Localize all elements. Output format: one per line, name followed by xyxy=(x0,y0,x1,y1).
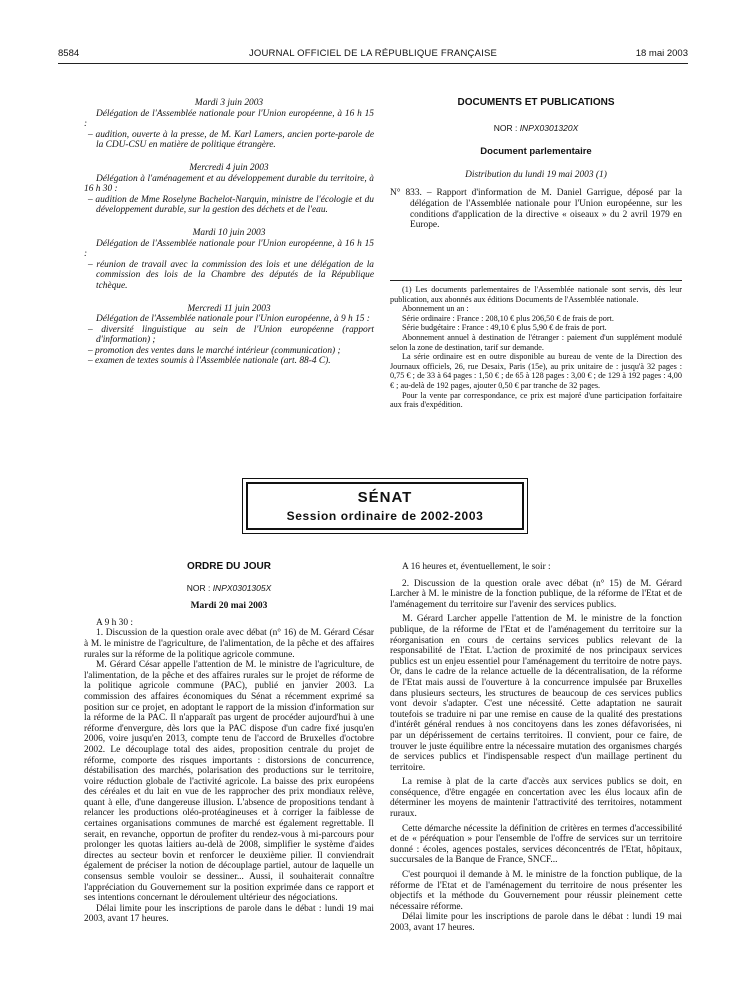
vente-text: La série ordinaire est en outre disponible au bureau de vente de la Direction des Journaux officiels, 26, rue Desaix, Paris (15e), au prix unitaire de : jusqu'à 32 pages : 0,75 € ; de 33 à 64 pages : 1,50 € ; de 65 à 128 pages : 3,00 € ; de 129 à 192 pages : 4,00 € ; au-delà de 192 pages, ajouter 0,50 € par tranche de 32 pages. xyxy=(390,352,682,390)
documents-title: DOCUMENTS ET PUBLICATIONS xyxy=(457,97,615,108)
senat-session: Session ordinaire de 2002-2003 xyxy=(286,509,484,523)
documents-column xyxy=(390,98,682,231)
senat-title: SÉNAT xyxy=(357,489,413,506)
ordre-left-column xyxy=(84,562,374,925)
ordre-time-2: A 16 heures et, éventuellement, le soir : xyxy=(402,562,551,572)
agenda-item: – réunion de travail avec la commission des lois et une délégation de la commission des lois de la Chambre des députés de la République tchèque. xyxy=(88,259,374,291)
ordre-paragraph-5: C'est pourquoi il demande à M. le ministre de la fonction publique, de la réforme de l'Etat et de l'aménagement du territoire de nous présenter les objectifs et la méthode du Gouvernement pour réussir pleinement cette nécessaire réforme. xyxy=(390,870,682,912)
ordre-nor-line xyxy=(84,583,374,594)
documents-subtitle: Document parlementaire xyxy=(480,146,592,158)
ordre-nor-value: INPX0301305X xyxy=(212,582,272,593)
issue-date: 18 mai 2003 xyxy=(635,48,688,59)
agenda-item: – diversité linguistique au sein de l'Union européenne (rapport d'information) ; xyxy=(88,324,374,346)
footnote-rule xyxy=(390,280,682,281)
ordre-paragraph-3: La remise à plat de la carte d'accès aux services publics se doit, en conséquence, d'être engagée en concertation avec les élus locaux afin de déterminer les moyens de maintenir l'attractivité des territoires, notamment ruraux. xyxy=(390,777,682,820)
ordre-paragraph-4: Cette démarche nécessite la définition de critères en termes d'accessibilité et de « péréquation » pour l'ensemble de l'offre de services sur un territoire donné : écoles, agences postales, services déconcentrés de l'Etat, hôpitaux, succursales de la Banque de France, SNCF... xyxy=(390,823,682,866)
ordre-deadline-1: Délai limite pour les inscriptions de parole dans le débat : lundi 19 mai 2003, avant 17 heures. xyxy=(84,903,374,925)
ordre-item-1: 1. Discussion de la question orale avec débat (n° 16) de M. Gérard César à M. le ministre de l'agriculture, de l'alimentation, de la pêche et des affaires rurales sur la réforme de la politique agricole commune. xyxy=(84,628,374,660)
agenda-intro: Délégation de l'Assemblée nationale pour l'Union européenne, à 16 h 15 : xyxy=(84,108,374,130)
agenda-item: – promotion des ventes dans le marché intérieur (communication) ; xyxy=(88,345,341,356)
nor-label: NOR : xyxy=(493,122,518,133)
correspondance-text: Pour la vente par correspondance, ce prix est majoré d'une participation forfaitaire aux frais d'expédition. xyxy=(390,390,682,410)
header-rule xyxy=(58,63,688,64)
senat-banner xyxy=(246,482,524,530)
distribution-line: Distribution du lundi 19 mai 2003 (1) xyxy=(465,169,607,180)
page-number: 8584 xyxy=(58,48,80,59)
document-entry: N° 833. – Rapport d'information de M. Daniel Garrigue, déposé par la délégation de l'Assemblée nationale pour l'Union européenne, sur les conditions d'application de la directive « oiseaux » du 2 avril 1979 en Europe. xyxy=(390,188,682,231)
agenda-intro: Délégation de l'Assemblée nationale pour l'Union européenne, à 16 h 15 : xyxy=(84,238,374,260)
ordre-paragraph-2: M. Gérard Larcher appelle l'attention de M. le ministre de la fonction publique, de la réforme de l'Etat et de l'aménagement du territoire sur la réorganisation en cours de certains services publics relevant de la responsabilité de l'Etat. L'action de proximité de nos principaux services publics est un enjeu essentiel pour l'aménagement du territoire de notre pays. Or, dans le cadre de la relance actuelle de la décentralisation, de la réforme de l'Etat mais aussi de l'ouverture à la concurrence impulsée par Bruxelles dans plusieurs secteurs, les structures de beaucoup de ces services publics vont devoir s'adapter. C'est une nécessité. Cette adaptation ne saurait toutefois se traduire ni par une remise en cause de la qualité des prestations d'intérêt général rendues à nos concitoyens dans les zones défavorisées, ni par un dépérissement de certains territoires. Il convient, pour ce faire, de trouver le juste équilibre entre la nécessaire mutation des organismes chargés de services publics et l'indispensable respect d'un maillage pertinent du territoire. xyxy=(390,614,682,773)
nor-line xyxy=(390,123,682,134)
ordre-right-column xyxy=(390,562,682,934)
footnote-block xyxy=(390,285,682,410)
agenda-column xyxy=(84,98,374,367)
agenda-item: – audition, ouverte à la presse, de M. Karl Lamers, ancien porte-parole de la CDU-CSU en matière de politique étrangère. xyxy=(88,129,374,151)
agenda-day: Mercredi 11 juin 2003 xyxy=(187,303,271,314)
ordre-title: ORDRE DU JOUR xyxy=(187,561,271,572)
ordre-item-2: 2. Discussion de la question orale avec débat (n° 15) de M. Gérard Larcher à M. le ministre de la fonction publique, de la réforme de l'Etat et de l'aménagement du territoire sur l'avenir des services publics. xyxy=(390,578,682,610)
serie-budgetaire: Série budgétaire : France : 49,10 € plus 5,90 € de frais de port. xyxy=(402,323,607,333)
agenda-intro: Délégation à l'aménagement et au développement durable du territoire, à 16 h 30 : xyxy=(84,173,374,195)
etranger-text: Abonnement annuel à destination de l'étranger : paiement d'un supplément modulé selon la zone de destination, tarif sur demande. xyxy=(390,332,682,352)
agenda-intro: Délégation de l'Assemblée nationale pour l'Union européenne, à 9 h 15 : xyxy=(96,314,370,325)
agenda-item: – audition de Mme Roselyne Bachelot-Narquin, ministre de l'écologie et du développement durable, sur la gestion des déchets et de l'eau. xyxy=(88,194,374,216)
ordre-date: Mardi 20 mai 2003 xyxy=(190,601,268,612)
footnote-text: (1) Les documents parlementaires de l'Assemblée nationale sont servis, dès leur publication, aux abonnés aux éditions Documents de l'Assemblée nationale. xyxy=(390,285,682,304)
ordre-time: A 9 h 30 : xyxy=(96,617,133,628)
nor-value: INPX0301320X xyxy=(519,122,579,133)
ordre-nor-label: NOR : xyxy=(186,582,211,593)
agenda-day: Mardi 3 juin 2003 xyxy=(194,98,264,108)
ordre-paragraph-1: M. Gérard César appelle l'attention de M. le ministre de l'agriculture, de l'alimentation, de la pêche et des affaires rurales sur le projet de réforme de la politique agricole commune (PAC), publié en janvier 2003. La commission des affaires économiques du Sénat a récemment exprimé sa position sur ce projet, en adoptant le rapport de la mission d'information sur la réforme de la PAC. Il n'apparaît pas urgent de procéder aujourd'hui à une réforme d'envergure, dès lors que la PAC dispose d'un cadre fixé jusqu'en 2006, voire jusqu'en 2013, compte tenu de l'accord de Bruxelles d'octobre 2002. Le découplage total des aides, proposition centrale du projet de réforme, comporte des risques importants : distorsions de concurrence, déstabilisation des marchés, polarisation des productions sur le territoire, voire réduction globale de l'activité agricole. La baisse des prix européens des céréales et du lait en vue de les rapprocher des prix mondiaux relève, quant à elle, d'une dangereuse illusion. L'absence de propositions tendant à relancer les productions oléo-protéagineuses et à corriger la faiblesse de certaines organisations communes de marché est également regrettable. Il serait, en revanche, opportun de profiter du rendez-vous à mi-parcours pour prolonger les quotas laitiers au-delà de 2008, simplifier le système d'aides directes au secteur bovin et renforcer le deuxième pilier. Il conviendrait également de préciser la notion de découplage partiel, autour de laquelle un consensus semble vouloir se dessiner... Aussi, il souhaiterait connaître l'appréciation du Gouvernement sur la position exprimée dans ce rapport et ses intentions concernant le déroulement ultérieur des négociations. xyxy=(84,660,374,904)
agenda-day: Mercredi 4 juin 2003 xyxy=(189,162,269,173)
ordre-deadline-2: Délai limite pour les inscriptions de parole dans le débat : lundi 19 mai 2003, avant 17 heures. xyxy=(390,912,682,933)
agenda-day: Mardi 10 juin 2003 xyxy=(192,227,266,238)
serie-ordinaire: Série ordinaire : France : 208,10 € plus 206,50 € de frais de port. xyxy=(402,313,614,323)
abonnement-label: Abonnement un an : xyxy=(402,304,469,314)
agenda-item: – examen de textes soumis à l'Assemblée nationale (art. 88-4 C). xyxy=(88,356,331,367)
running-header xyxy=(58,48,688,62)
journal-title: JOURNAL OFFICIEL DE LA RÉPUBLIQUE FRANÇAISE xyxy=(248,48,498,59)
